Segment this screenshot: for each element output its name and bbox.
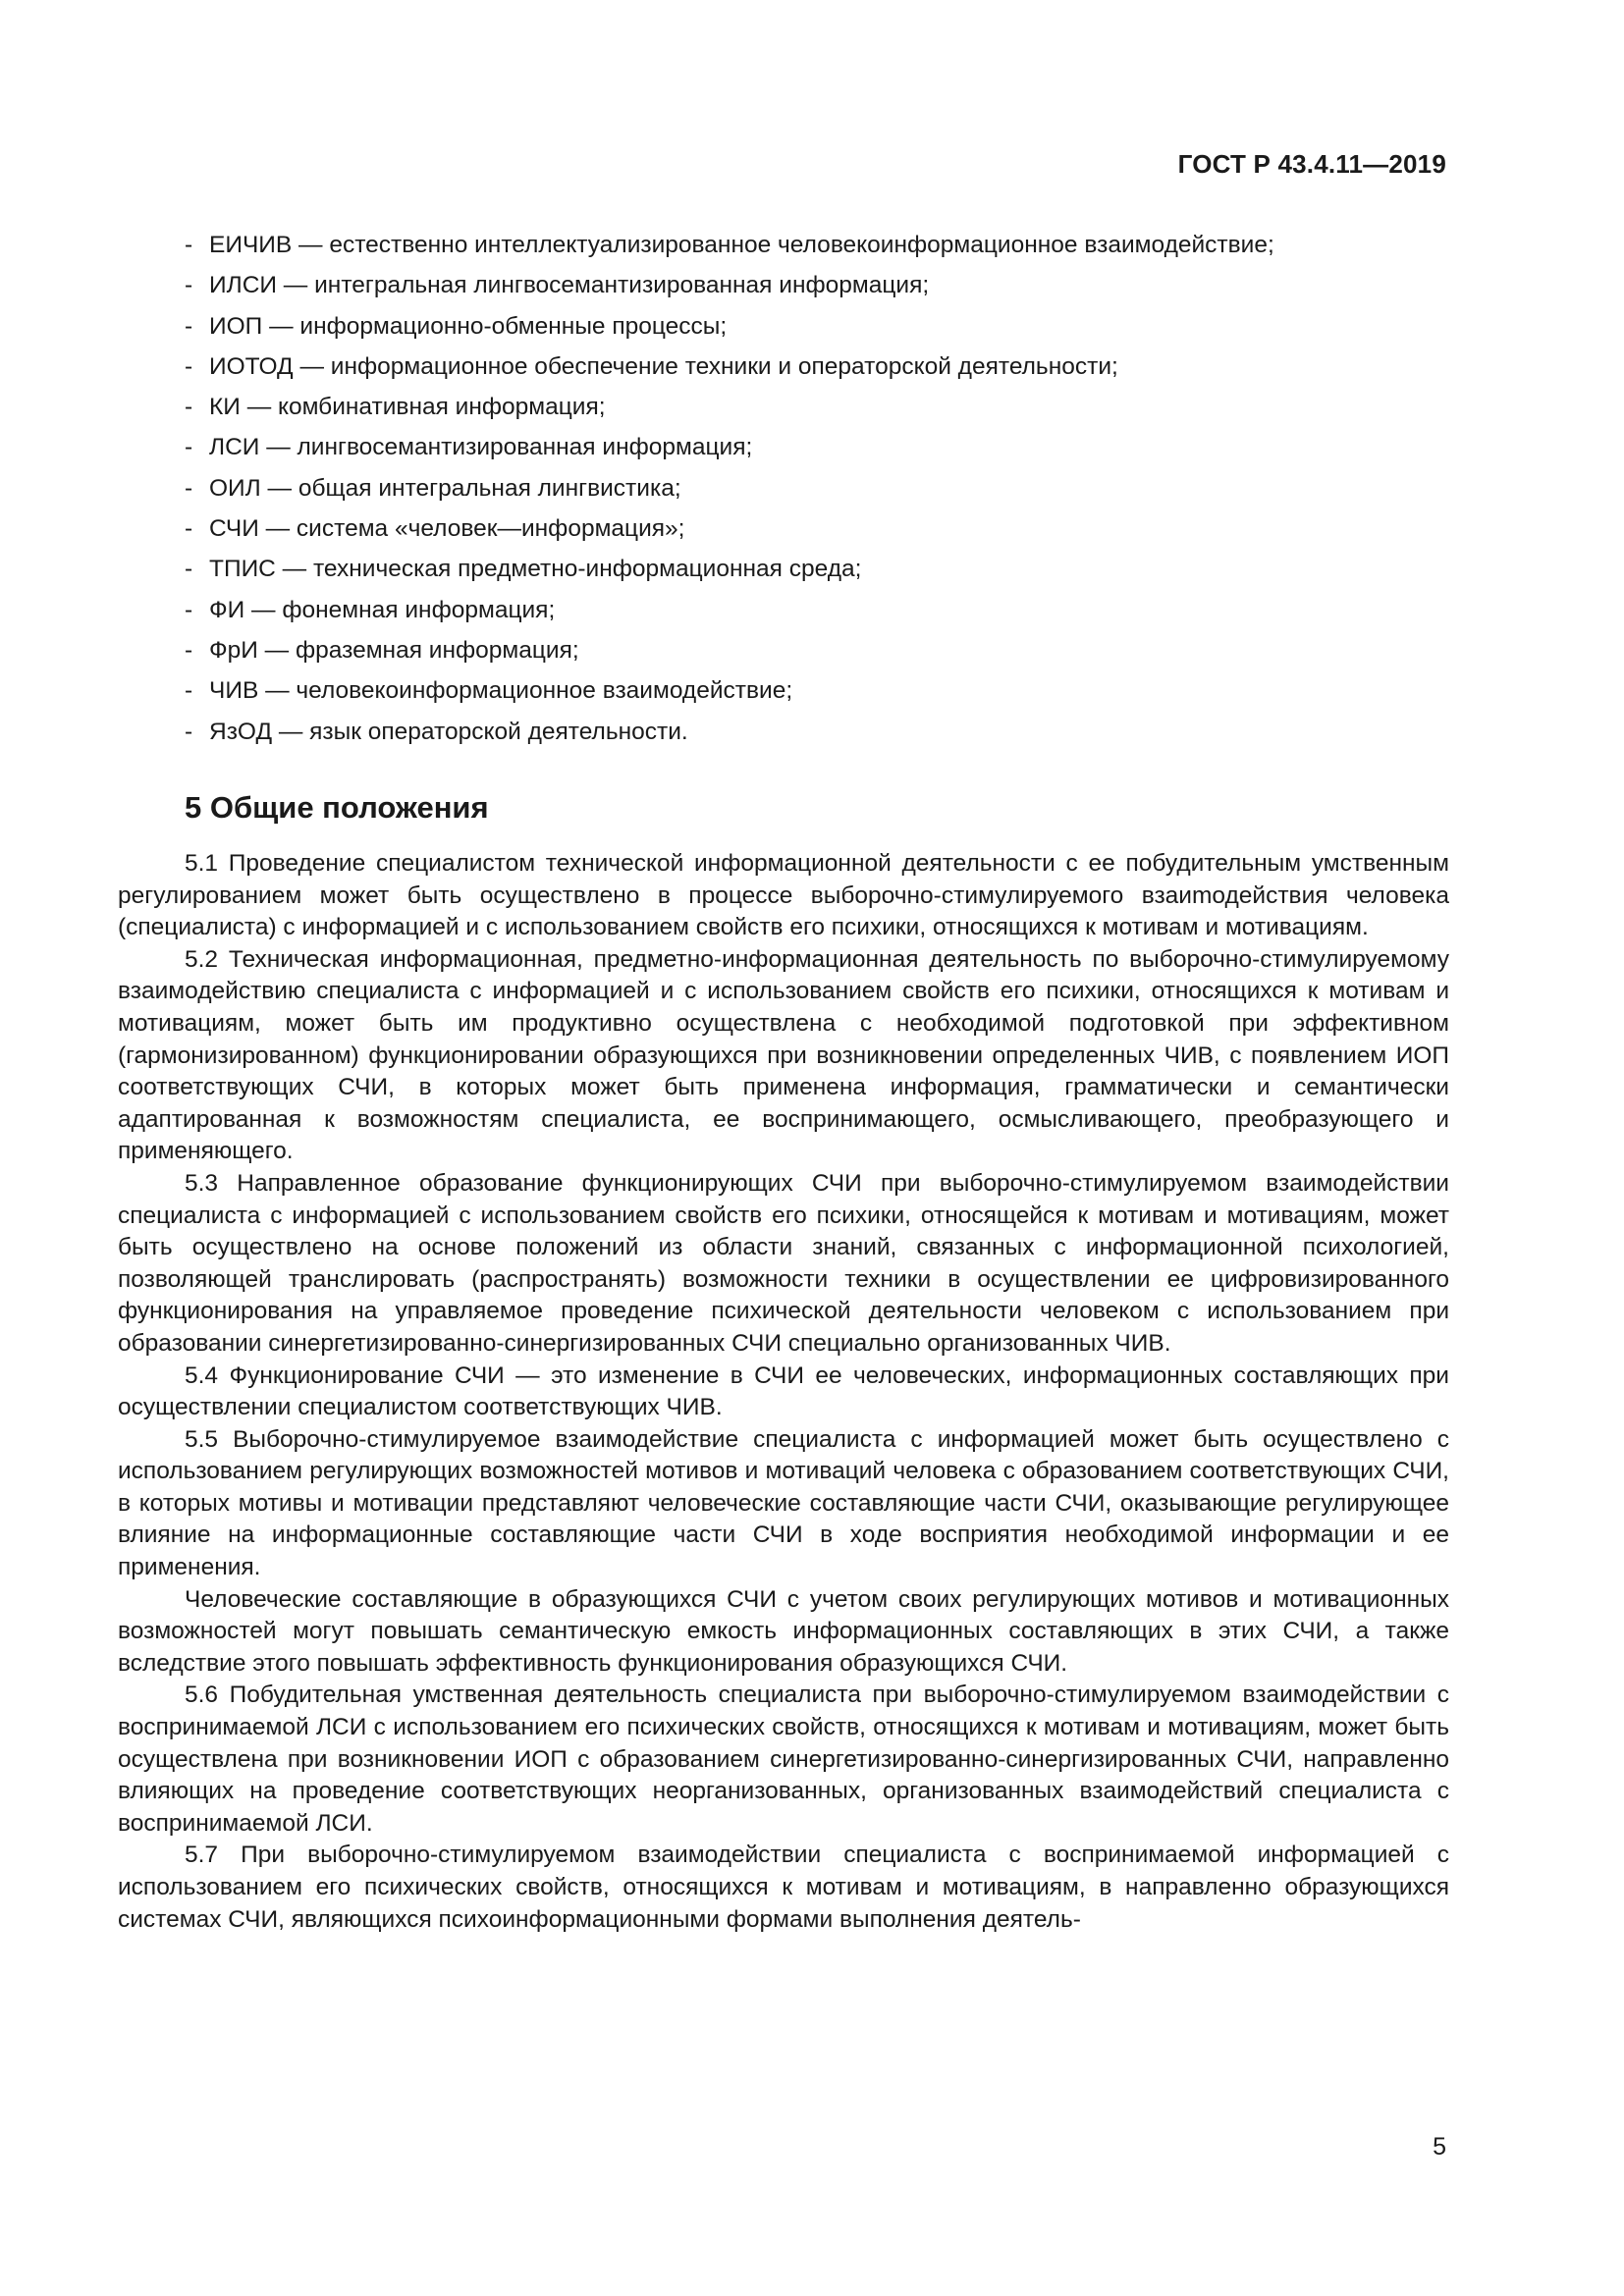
list-item bbox=[185, 549, 1451, 589]
list-item bbox=[185, 225, 1451, 265]
section-title: 5 Общие положения bbox=[185, 790, 489, 825]
list-marker: - bbox=[185, 677, 193, 705]
list-marker: - bbox=[185, 596, 193, 623]
paragraph-5-6: 5.6 Побудительная умственная деятельность специалиста при выборочно-стимулируемом взаимодействии с воспринимаемой ЛСИ с использованием его психических свойств, относящихся к мотивам и мотивациям, может быть осуществлена при возникновении ИОП с образованием синергетизированно-синергизированных СЧИ, направленно влияющих на проведение соответствующих неорганизованных, организованных взаимодействий специалиста с воспринимаемой ЛСИ. bbox=[118, 1682, 1449, 1837]
list-item bbox=[185, 347, 1451, 387]
list-item-text: ИОТОД — информационное обеспечение техники и операторской деятельности; bbox=[209, 352, 1118, 380]
paragraph-5-1: 5.1 Проведение специалистом технической информационной деятельности с ее побудительным умственным регулированием может быть осуществлено в процессе выборочно-стимулируемого взаиmодействия человека (специалиста) с информацией и с использованием свойств его психики, относящихся к мотивам и мотивациям. bbox=[118, 850, 1449, 941]
list-item-text: ЧИВ — человекоинформационное взаимодействие; bbox=[209, 677, 793, 705]
list-item-text: ЕИЧИВ — естественно интеллектуализированное человекоинформационное взаимодействие; bbox=[209, 232, 1274, 258]
page-number: 5 bbox=[1433, 2133, 1446, 2161]
list-item-text: КИ — комбинативная информация; bbox=[209, 394, 606, 421]
list-item-text: ФрИ — фраземная информация; bbox=[209, 636, 579, 664]
list-marker: - bbox=[185, 636, 193, 664]
list-item-text: ИОП — информационно-обменные процессы; bbox=[209, 312, 728, 340]
section-body bbox=[118, 848, 1449, 1936]
list-item bbox=[185, 427, 1451, 467]
paragraph-5-4: 5.4 Функционирование СЧИ — это изменение в СЧИ ее человеческих, информационных составляющих при осуществлении специалистом соответствующих ЧИВ. bbox=[118, 1362, 1449, 1421]
list-item-text: ЛСИ — лингвосемантизированная информация; bbox=[209, 434, 753, 461]
list-marker: - bbox=[185, 312, 193, 340]
list-item bbox=[185, 387, 1451, 427]
list-item-text: ТПИС — техническая предметно-информационная среда; bbox=[209, 556, 862, 583]
list-marker: - bbox=[185, 352, 193, 380]
paragraph-5-5-continued: Человеческие составляющие в образующихся СЧИ с учетом своих регулирующих мотивов и мотивационных возможностей могут повышать семантическую емкость информационных составляющих в этих СЧИ, а также вследствие этого повышать эффективность функционирования образующихся СЧИ. bbox=[118, 1585, 1449, 1677]
list-marker: - bbox=[185, 556, 193, 583]
paragraph-5-2: 5.2 Техническая информационная, предметно-информационная деятельность по выборочно-стимулируемому взаимодействию специалиста с информацией и с использованием свойств его психики, относящихся к мотивам и мотивациям, может быть им продуктивно осуществлена с необходимой подготовкой при эффективном (гармонизированном) функционировании образующихся при возникновении определенных ЧИВ, с появлением ИОП соответствующих СЧИ, в которых может быть применена информация, грамматически и семантически адаптированная к возможностям специалиста, ее воспринимающего, осмысливающего, преобразующего и применяющего. bbox=[118, 945, 1449, 1165]
list-item bbox=[185, 590, 1451, 630]
list-item-text: ФИ — фонемная информация; bbox=[209, 596, 556, 623]
list-item bbox=[185, 306, 1451, 347]
list-marker: - bbox=[185, 718, 193, 745]
paragraph-5-7: 5.7 При выборочно-стимулируемом взаимодействии специалиста с воспринимаемой информацией с использованием его психических свойств, относящихся к мотивам и мотивациям, в направленно образующихся системах СЧИ, являющихся психоинформационными формами выполнения деятель- bbox=[118, 1842, 1449, 1933]
list-marker: - bbox=[185, 434, 193, 461]
list-item bbox=[185, 630, 1451, 670]
list-item bbox=[185, 670, 1451, 711]
document-code-header: ГОСТ Р 43.4.11—2019 bbox=[1177, 149, 1446, 179]
list-item bbox=[185, 468, 1451, 508]
list-item bbox=[185, 508, 1451, 549]
list-item bbox=[185, 712, 1451, 752]
list-marker: - bbox=[185, 394, 193, 421]
list-marker: - bbox=[185, 272, 193, 299]
list-marker: - bbox=[185, 474, 193, 502]
list-item bbox=[185, 265, 1451, 305]
list-marker: - bbox=[185, 232, 193, 258]
paragraph-5-5: 5.5 Выборочно-стимулируемое взаимодействие специалиста с информацией может быть осуществлено с использованием регулирующих возможностей мотивов и мотиваций человека с образованием соответствующих СЧИ, в которых мотивы и мотивации представляют человеческие составляющие части СЧИ, оказывающие регулирующее влияние на информационные составляющие части СЧИ в ходе восприятия необходимой информации и ее применения. bbox=[118, 1425, 1449, 1581]
list-item-text: ЯзОД — язык операторской деятельности. bbox=[209, 718, 688, 745]
list-marker: - bbox=[185, 515, 193, 543]
paragraph-5-3: 5.3 Направленное образование функционирующих СЧИ при выборочно-стимулируемом взаимодействии специалиста с информацией с использованием свойств его психики, относящейся к мотивам и мотивациям, может быть осуществлено на основе положений из области знаний, связанных с информационной психологией, позволяющей транслировать (распространять) возможности техники в осуществлении ее цифровизированного функционирования на управляемое проведение психической деятельности человеком с использованием при образовании синергетизированно-синергизированных СЧИ специально организованных ЧИВ. bbox=[118, 1169, 1449, 1357]
list-item-text: ОИЛ — общая интегральная лингвистика; bbox=[209, 474, 681, 502]
abbreviation-list bbox=[185, 225, 1451, 752]
list-item-text: ИЛСИ — интегральная лингвосемантизированная информация; bbox=[209, 272, 930, 299]
list-item-text: СЧИ — система «человек—информация»; bbox=[209, 515, 685, 543]
